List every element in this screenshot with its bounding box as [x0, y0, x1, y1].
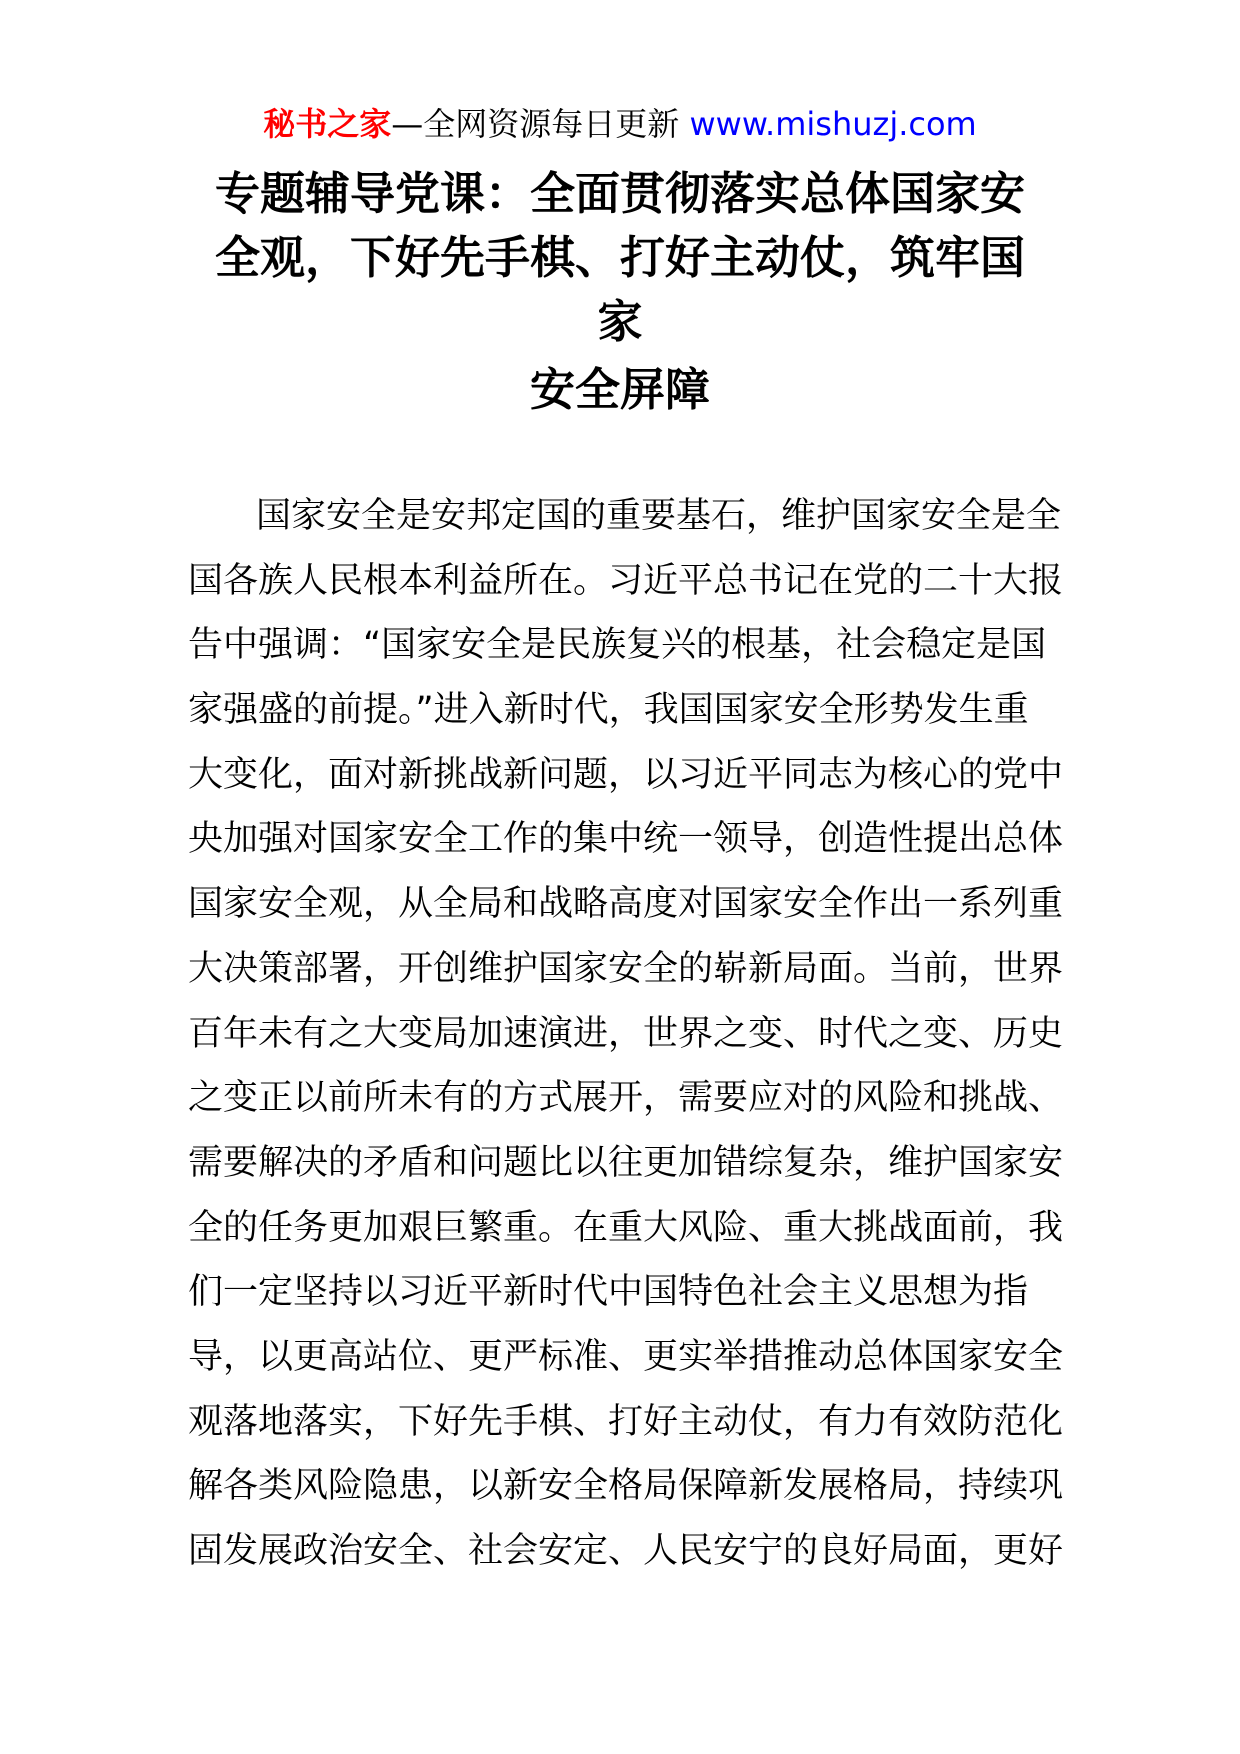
- body-line: 国家安全观，从全局和战略高度对国家安全作出一系列重: [188, 884, 1064, 925]
- body-line: 之变正以前所未有的方式展开，需要应对的风险和挑战、: [188, 1078, 1064, 1119]
- header-tagline: —全网资源每日更新: [391, 105, 690, 143]
- title-line: 家: [597, 295, 643, 348]
- body-line: 需要解决的矛盾和问题比以往更加错综复杂，维护国家安: [188, 1142, 1064, 1183]
- body-line: 导，以更高站位、更严标准、更实举措推动总体国家安全: [188, 1336, 1064, 1377]
- body-line: 观落地落实，下好先手棋、打好主动仗，有力有效防范化: [188, 1401, 1064, 1442]
- body-line: 国各族人民根本利益所在。习近平总书记在党的二十大报: [188, 560, 1064, 601]
- body-line: 们一定坚持以习近平新时代中国特色社会主义思想为指: [188, 1272, 1029, 1313]
- body-paragraph: [188, 484, 1064, 1584]
- body-line: 国家安全是安邦定国的重要基石，维护国家安全是全: [256, 496, 1062, 536]
- title-line: 全观，下好先手棋、打好主动仗，筑牢国: [214, 231, 1025, 284]
- body-line: 家强盛的前提。”进入新时代，我国国家安全形势发生重: [188, 690, 1029, 731]
- body-line: 百年未有之大变局加速演进，世界之变、时代之变、历史: [188, 1013, 1064, 1054]
- site-url-link[interactable]: www.mishuzj.com: [689, 105, 977, 143]
- body-line: 央加强对国家安全工作的集中统一领导，创造性提出总体: [188, 819, 1064, 860]
- title-line: 专题辅导党课：全面贯彻落实总体国家安: [214, 167, 1025, 220]
- body-line: 大决策部署，开创维护国家安全的崭新局面。当前，世界: [188, 948, 1064, 989]
- document-subtitle: 安全屏障: [529, 363, 710, 416]
- site-header: [0, 100, 1240, 148]
- brand-name: 秘书之家: [263, 105, 392, 143]
- body-line: 告中强调：“国家安全是民族复兴的根基，社会稳定是国: [188, 625, 1047, 666]
- body-line: 固发展政治安全、社会安定、人民安宁的良好局面，更好: [188, 1531, 1064, 1571]
- body-line: 全的任务更加艰巨繁重。在重大风险、重大挑战面前，我: [188, 1207, 1064, 1248]
- body-line: 大变化，面对新挑战新问题，以习近平同志为核心的党中: [188, 754, 1064, 795]
- body-line: 解各类风险隐患，以新安全格局保障新发展格局，持续巩: [188, 1466, 1064, 1507]
- document-title: [200, 162, 1040, 354]
